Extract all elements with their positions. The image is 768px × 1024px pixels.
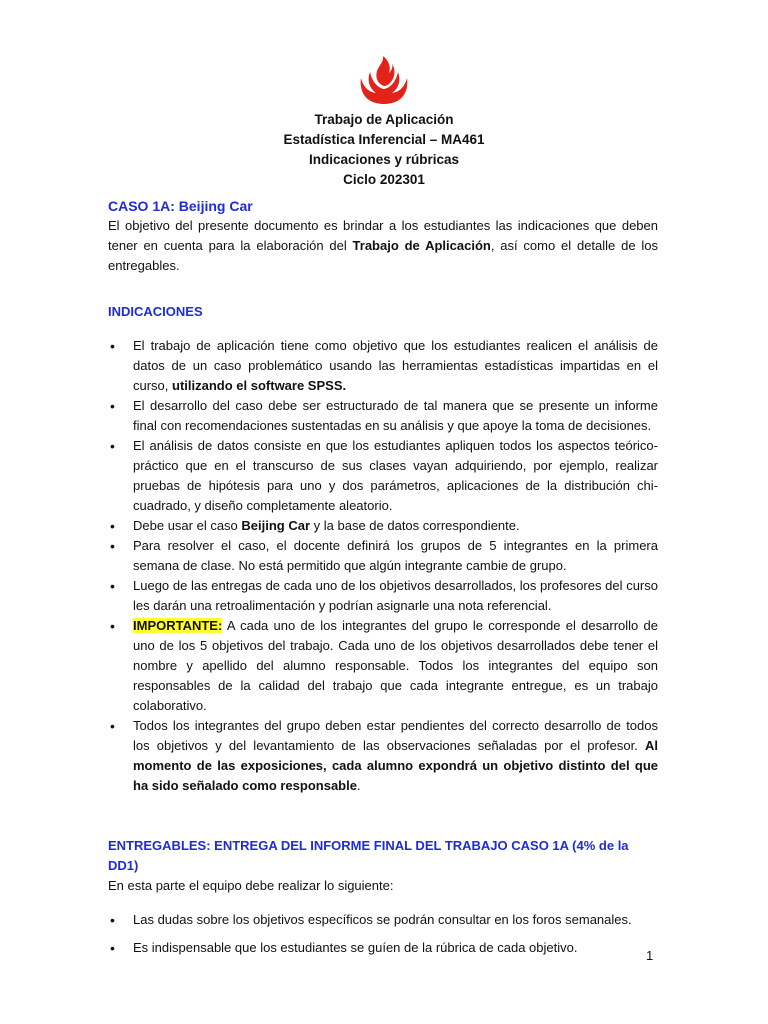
bullet-bold: utilizando el software SPSS. <box>172 378 347 393</box>
bullet-text: El desarrollo del caso debe ser estructurado de tal manera que se presente un informe final con recomendaciones sustentadas en su análisis y que apoye la toma de decisiones. <box>133 398 658 433</box>
list-item <box>108 536 658 576</box>
list-item <box>108 576 658 616</box>
title-line-4: Ciclo 202301 <box>343 172 425 187</box>
entregables-intro: En esta parte el equipo debe realizar lo siguiente: <box>108 878 394 893</box>
intro-text-1: El objetivo del presente documento es brindar a los estudiantes las indicaciones que deben tener en cuenta para la elaboración del <box>108 218 658 253</box>
case-heading: CASO 1A: Beijing Car <box>108 198 253 214</box>
list-item <box>108 616 658 716</box>
list-item <box>108 396 658 436</box>
page-number: 1 <box>646 948 654 963</box>
title-line-2: Estadística Inferencial – MA461 <box>283 132 485 147</box>
list-item <box>108 336 658 396</box>
bullet-text: El trabajo de aplicación tiene como objetivo que los estudiantes realicen el análisis de datos de un caso problemático usando las herramientas estadísticas impartidas en el curso, <box>133 338 658 393</box>
document-body <box>108 196 658 966</box>
indicaciones-heading: INDICACIONES <box>108 304 203 319</box>
bullet-bold: Al momento de las exposiciones, cada alumno expondrá un objetivo distinto del que ha sido señalado como responsable <box>133 738 658 793</box>
bullet-text: Debe usar el caso <box>133 518 242 533</box>
list-item: • Es indispensable que los estudiantes se guíen de la rúbrica de cada objetivo. <box>108 938 658 958</box>
list-item <box>108 436 658 516</box>
list-item: • Las dudas sobre los objetivos específicos se podrán consultar en los foros semanales. <box>108 910 658 930</box>
entregables-list <box>108 910 658 958</box>
intro-bold: Trabajo de Aplicación <box>352 238 491 253</box>
entregables-heading: ENTREGABLES: ENTREGA DEL INFORME FINAL DEL TRABAJO CASO 1A (4% de la DD1) <box>108 838 629 873</box>
bullet-text: Para resolver el caso, el docente definirá los grupos de 5 integrantes en la primera semana de clase. No está permitido que algún integrante cambie de grupo. <box>133 538 658 573</box>
title-line-1: Trabajo de Aplicación <box>314 112 454 127</box>
bullet-text: . <box>356 778 361 793</box>
bullet-text: A cada uno de los integrantes del grupo le corresponde el desarrollo de uno de los 5 objetivos del trabajo. Cada uno de los objetivos desarrollados debe tener el nombre y apellido del alumno responsable. Todos los integrantes del equipo son responsables de la calidad del trabajo que cada integrante entregue, es un trabajo colaborativo. <box>133 618 658 713</box>
intro-paragraph <box>108 216 658 276</box>
list-item <box>108 716 658 796</box>
indicaciones-list <box>108 336 658 796</box>
upc-flame-logo <box>356 56 412 106</box>
document-title-block <box>0 110 768 190</box>
title-line-3: Indicaciones y rúbricas <box>308 152 460 167</box>
bullet-text: El análisis de datos consiste en que los estudiantes apliquen todos los aspectos teórico-práctico que en el transcurso de sus clases vayan adquiriendo, por ejemplo, realizar pruebas de hipótesis para uno y dos parámetros, aplicaciones de la distribución chi-cuadrado, y diseño completamente aleatorio. <box>133 438 658 513</box>
bullet-text: y la base de datos correspondiente. <box>310 518 520 533</box>
list-item <box>108 516 658 536</box>
bullet-text: Todos los integrantes del grupo deben estar pendientes del correcto desarrollo de todos los objetivos y del levantamiento de las observaciones señaladas por el profesor. <box>133 718 658 753</box>
bullet-bold: Beijing Car <box>241 518 311 533</box>
intro-text-2: , así como el detalle de los entregables. <box>108 238 658 273</box>
important-highlight: IMPORTANTE: <box>133 618 223 633</box>
bullet-text: Luego de las entregas de cada uno de los objetivos desarrollados, los profesores del curso les darán una retroalimentación y podrían asignarle una nota referencial. <box>133 578 658 613</box>
